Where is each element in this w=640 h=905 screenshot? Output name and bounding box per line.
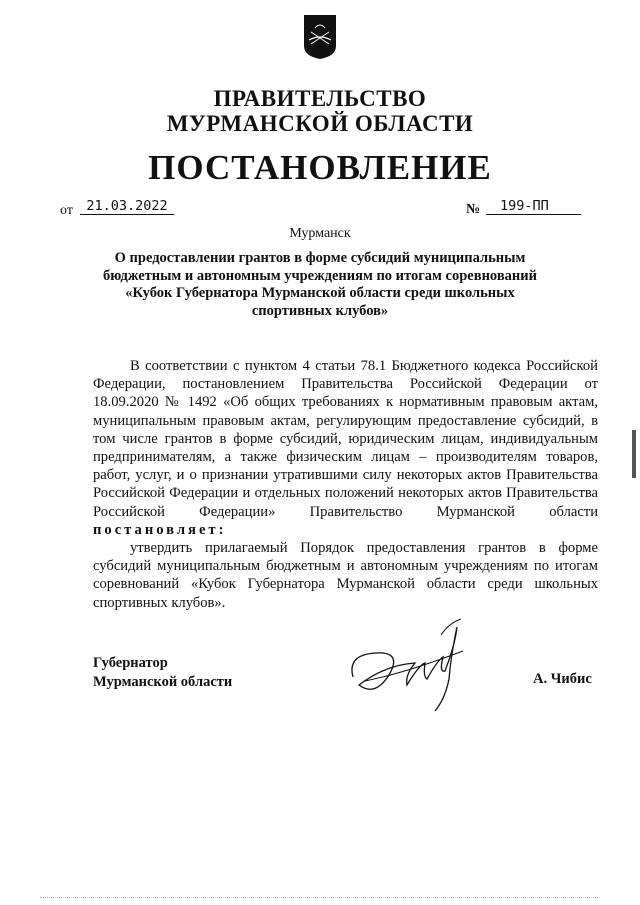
body-paragraph-1-text: В соответствии с пунктом 4 статьи 78.1 Бюджетного кодекса Российской Федерации, постановлением Правительства Российской Федерации от 18.09.2020 № 1492 «Об общих требованиях к нормативным правовым актам, муниципальным правовым актам, регулирующим предоставление субсидий, в том числе грантов в форме субсидий, юридическим лицам, индивидуальным предпринимателям, а также физическим лицам – производителям товаров, работ, услуг, и о признании утратившими силу некоторых актов Правительства Российской Федерации и отдельных положений некоторых актов Правительства Российской Федерации» Правительство Мурманской области <box>93 358 598 520</box>
decree-verb: постановляет: <box>93 521 227 538</box>
signatory-position <box>93 654 232 691</box>
document-type: ПОСТАНОВЛЕНИЕ <box>148 148 492 187</box>
signatory-name: А. Чибис <box>533 671 592 687</box>
document-body <box>93 357 598 612</box>
coat-of-arms-emblem <box>303 14 337 60</box>
handwritten-signature <box>345 615 475 715</box>
number-label: № <box>466 202 481 217</box>
date-label: от <box>60 203 73 218</box>
org-name-line1: ПРАВИТЕЛЬСТВО <box>213 86 427 111</box>
org-name-line2: МУРМАНСКОЙ ОБЛАСТИ <box>166 111 474 136</box>
body-paragraph-1 <box>93 357 598 539</box>
document-number: 199-ПП <box>486 198 581 215</box>
city: Мурманск <box>289 226 351 241</box>
signatory-position-line1: Губернатор <box>93 655 168 671</box>
signatory-position-line2: Мурманской области <box>93 673 233 690</box>
body-paragraph-2: утвердить прилагаемый Порядок предоставления грантов в форме субсидий муниципальным бюджетным и автономным учреждениям по итогам соревнований «Кубок Губернатора Мурманской области среди школьных спортивных клубов». <box>93 540 598 611</box>
document-title: О предоставлении грантов в форме субсидий муниципальным бюджетным и автономным учреждениям по итогам соревнований «Кубок Губернатора Мурманской области среди школьных спортивных клубов» <box>103 250 537 319</box>
document-date: 21.03.2022 <box>80 198 174 215</box>
scan-bottom-line <box>40 897 600 898</box>
scan-edge-mark <box>632 430 636 478</box>
